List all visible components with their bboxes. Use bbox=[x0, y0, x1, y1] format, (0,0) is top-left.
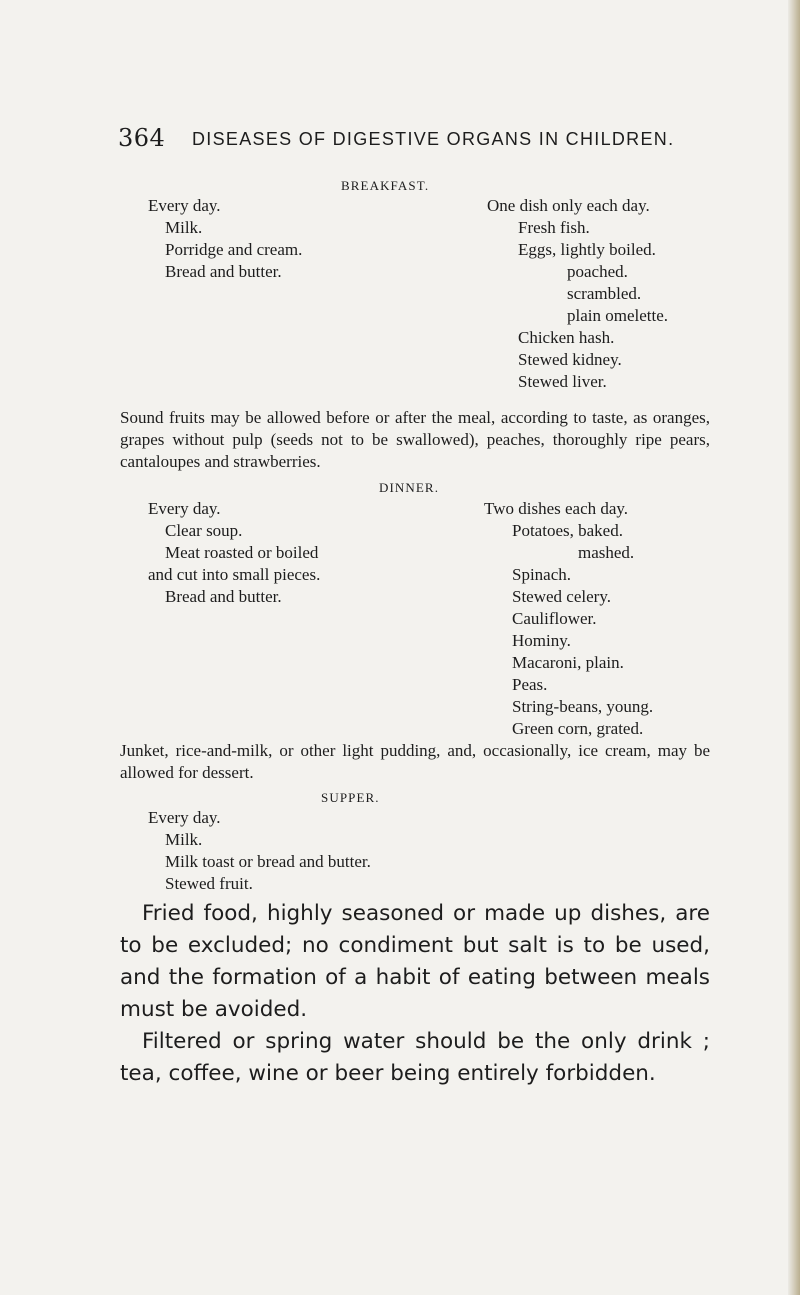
dinner-left-item: Every day. bbox=[148, 499, 221, 518]
breakfast-left-item: Every day. bbox=[148, 196, 221, 215]
breakfast-right-item: Stewed kidney. bbox=[518, 350, 622, 369]
supper-title: SUPPER. bbox=[321, 790, 380, 805]
page-header bbox=[118, 124, 678, 158]
supper-item: Milk toast or bread and butter. bbox=[165, 852, 371, 871]
running-head: DISEASES OF DIGESTIVE ORGANS IN CHILDREN. bbox=[192, 129, 675, 149]
breakfast-left-item: Milk. bbox=[165, 218, 203, 237]
dinner-left-item: and cut into small pieces. bbox=[148, 565, 321, 584]
dinner-title: DINNER. bbox=[379, 480, 440, 495]
breakfast-left-item: Bread and butter. bbox=[165, 262, 282, 281]
dinner-right-item: mashed. bbox=[578, 543, 635, 562]
dinner-note: Junket, rice-and-milk, or other light pudding, and, occasionally, ice cream, may be allowed for dessert. bbox=[120, 741, 710, 782]
supper-item: Every day. bbox=[148, 808, 221, 827]
supper-item: Milk. bbox=[165, 830, 203, 849]
dinner-left-item: Bread and butter. bbox=[165, 587, 282, 606]
breakfast-right-item: scrambled. bbox=[567, 284, 642, 303]
page-edge bbox=[788, 0, 800, 1295]
dinner-right-item: Peas. bbox=[512, 675, 548, 694]
dinner-right-item: Potatoes, baked. bbox=[512, 521, 623, 540]
breakfast-right-item: Stewed liver. bbox=[518, 372, 607, 391]
breakfast-right-item: plain omelette. bbox=[567, 306, 669, 325]
dinner-right-item: String-beans, young. bbox=[512, 697, 654, 716]
closing-paragraph-2: Filtered or spring water should be the only drink ; tea, coffee, wine or beer being entirely forbidden. bbox=[120, 1029, 710, 1086]
closing-paragraphs bbox=[120, 898, 710, 1090]
breakfast-right-item: One dish only each day. bbox=[487, 196, 650, 215]
dinner-left-item: Clear soup. bbox=[165, 521, 243, 540]
supper-item: Stewed fruit. bbox=[165, 874, 253, 893]
breakfast-title: BREAKFAST. bbox=[341, 178, 430, 193]
dinner-left-item: Meat roasted or boiled bbox=[165, 543, 319, 562]
dinner-right-item: Macaroni, plain. bbox=[512, 653, 624, 672]
breakfast-right-item: Fresh fish. bbox=[518, 218, 590, 237]
dinner-right-item: Green corn, grated. bbox=[512, 719, 644, 738]
breakfast-right-item: poached. bbox=[567, 262, 628, 281]
dinner-right-item: Hominy. bbox=[512, 631, 571, 650]
closing-paragraph-1: Fried food, highly seasoned or made up dishes, are to be excluded; no condiment but salt is to be used, and the formation of a habit of eating between meals must be avoided. bbox=[120, 901, 710, 1022]
breakfast-note: Sound fruits may be allowed before or after the meal, according to taste, as oranges, grapes without pulp (seeds not to be swallowed), peaches, thoroughly ripe pears, cantaloupes and strawberries. bbox=[120, 408, 710, 471]
breakfast-right-item: Eggs, lightly boiled. bbox=[518, 240, 656, 259]
dinner-right-item: Stewed celery. bbox=[512, 587, 611, 606]
dinner-right-item: Two dishes each day. bbox=[484, 499, 629, 518]
dinner-right-item: Spinach. bbox=[512, 565, 572, 584]
page-number: 364 bbox=[118, 124, 166, 152]
breakfast-left-item: Porridge and cream. bbox=[165, 240, 303, 259]
breakfast-right-item: Chicken hash. bbox=[518, 328, 615, 347]
dinner-right-item: Cauliflower. bbox=[512, 609, 597, 628]
